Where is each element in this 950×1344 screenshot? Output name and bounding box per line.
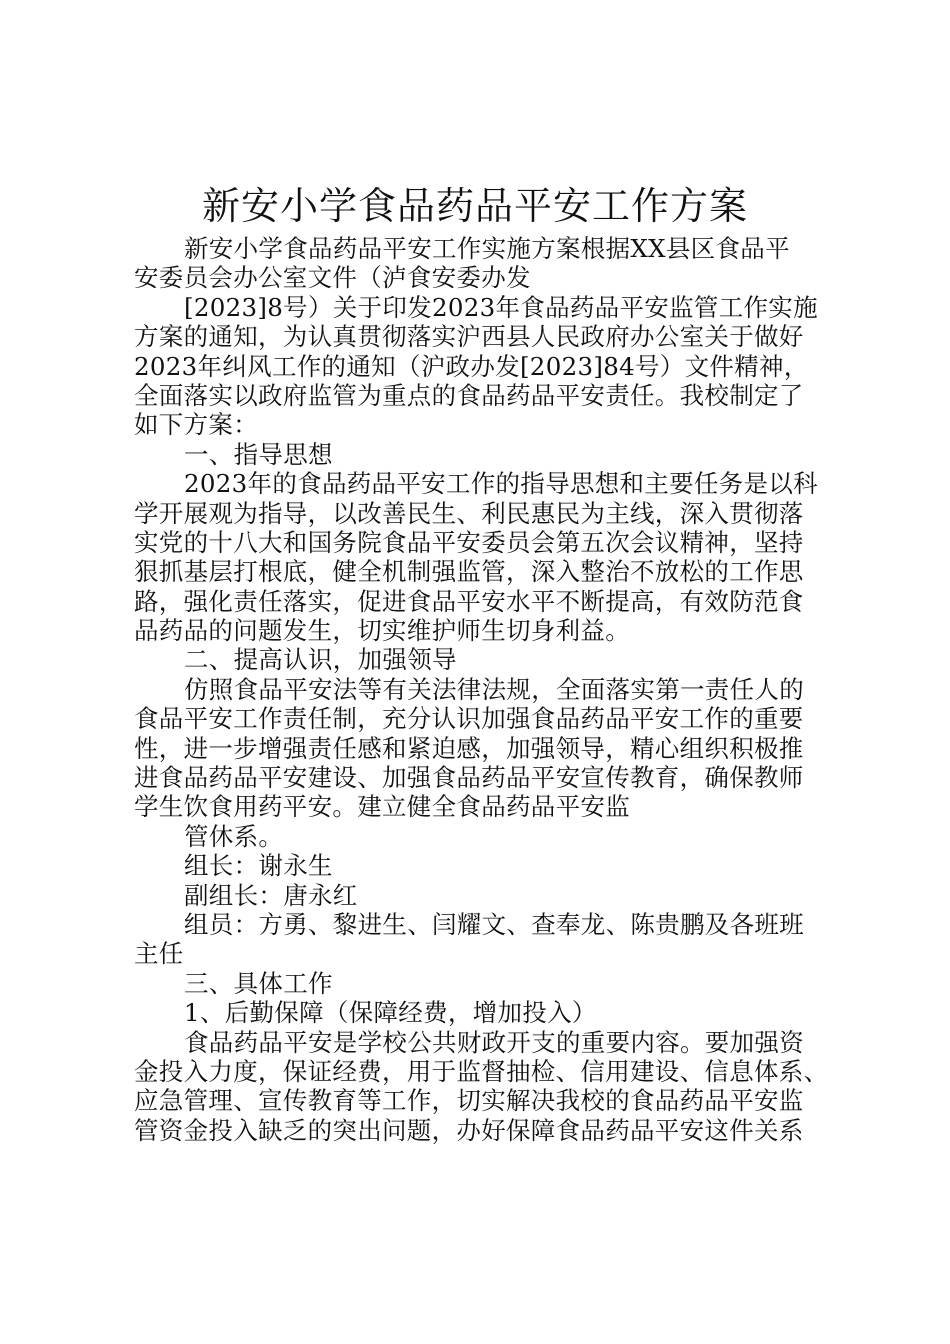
body-line: 学生饮食用药平安。建立健全食品药品平安监 bbox=[134, 792, 630, 822]
body-line: 食品药品平安是学校公共财政开支的重要内容。要加强资 bbox=[184, 1027, 804, 1057]
body-line: 1、后勤保障（保障经费，增加投入） bbox=[184, 998, 597, 1028]
body-line: 管资金投入缺乏的突出问题，办好保障食品药品平安这件关系 bbox=[134, 1115, 804, 1145]
body-line: 进食品药品平安建设、加强食品药品平安宣传教育，确保教师 bbox=[134, 763, 804, 793]
body-line: 副组长：唐永红 bbox=[184, 880, 358, 910]
body-line: 应急管理、宣传教育等工作，切实解决我校的食品药品平安监 bbox=[134, 1086, 804, 1116]
body-line: 如下方案： bbox=[134, 410, 258, 440]
body-line: 狠抓基层打根底，健全机制强监管，深入整治不放松的工作思 bbox=[134, 557, 804, 587]
body-line: 新安小学食品药品平安工作实施方案根据XX县区食品平 bbox=[184, 234, 790, 263]
body-line: 方案的通知，为认真贯彻落实沪西县人民政府办公室关于做好 bbox=[134, 322, 804, 352]
body-line: 组长：谢永生 bbox=[184, 851, 333, 881]
body-line: 金投入力度，保证经费，用于监督抽检、信用建设、信息体系、 bbox=[134, 1056, 829, 1086]
body-line: 一、指导思想 bbox=[184, 439, 333, 469]
body-line: 2023年的食品药品平安工作的指导思想和主要任务是以科 bbox=[184, 469, 818, 499]
body-line: 食品平安工作责任制，充分认识加强食品药品平安工作的重要 bbox=[134, 704, 804, 734]
body-line: 实党的十八大和国务院食品平安委员会第五次会议精神，坚持 bbox=[134, 527, 804, 557]
document-body bbox=[134, 234, 834, 1145]
body-line: 三、具体工作 bbox=[184, 968, 333, 998]
body-line: 管休系。 bbox=[184, 821, 284, 851]
body-line: 仿照食品平安法等有关法律法规，全面落实第一责任人的 bbox=[184, 674, 804, 704]
body-line: 安委员会办公室文件（泸食安委办发 bbox=[134, 263, 531, 293]
body-line: 组员：方勇、黎进生、闫耀文、查奉龙、陈贵鹏及各班班 bbox=[184, 909, 804, 939]
body-line: 品药品的问题发生，切实维护师生切身利益。 bbox=[134, 616, 630, 646]
body-line: 2023年纠风工作的通知（沪政办发[2023]84号）文件精神， bbox=[134, 351, 809, 381]
body-line: 主任 bbox=[134, 939, 184, 969]
body-line: 全面落实以政府监管为重点的食品药品平安责任。我校制定了 bbox=[134, 380, 804, 410]
document-title: 新安小学食品药品平安工作方案 bbox=[201, 184, 748, 228]
body-line: 路，强化责任落实，促进食品平安水平不断提高，有效防范食 bbox=[134, 586, 804, 616]
body-line: [2023]8号）关于印发2023年食品药品平安监管工作实施 bbox=[184, 292, 818, 322]
body-line: 二、提高认识，加强领导 bbox=[184, 645, 457, 675]
body-line: 性，进一步增强责任感和紧迫感，加强领导，精心组织积极推 bbox=[134, 733, 804, 763]
body-line: 学开展观为指导，以改善民生、利民惠民为主线，深入贯彻落 bbox=[134, 498, 804, 528]
